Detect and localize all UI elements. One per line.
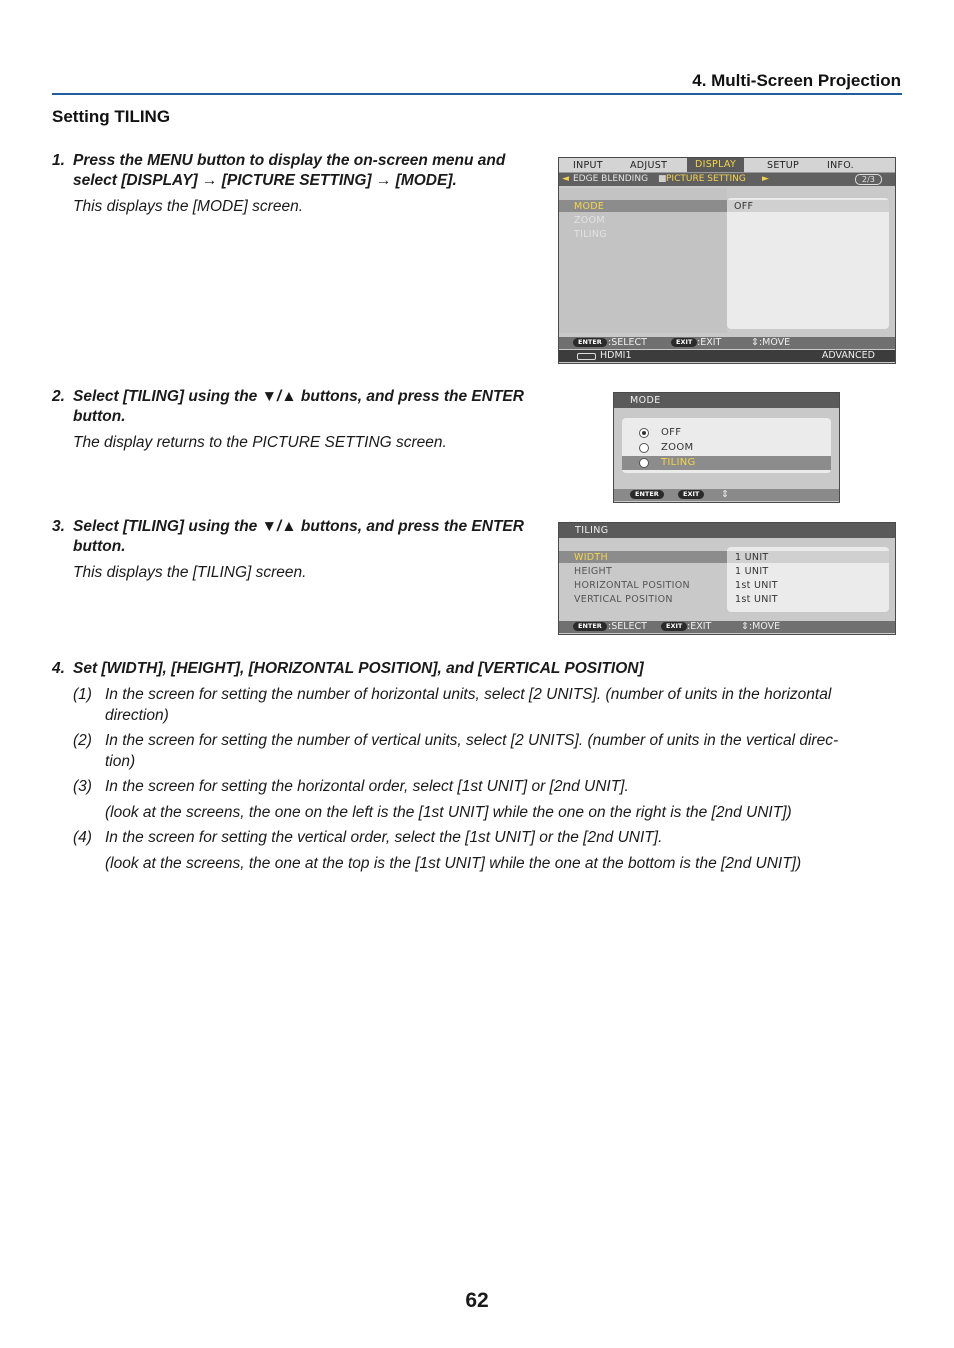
step-3 <box>52 517 542 583</box>
footer-exit: :EXIT <box>687 621 712 632</box>
triangle-left-icon[interactable]: ◄ <box>562 174 569 184</box>
substep-number: (4) <box>73 829 92 846</box>
exit-key-icon: EXIT <box>661 622 687 631</box>
menu-item-zoom[interactable]: ZOOM <box>574 215 605 226</box>
substep-4-note <box>52 853 902 874</box>
step-4 <box>52 659 902 679</box>
row-height-value: 1 UNIT <box>735 566 769 577</box>
osd-display-menu <box>558 157 896 364</box>
radio-zoom-icon[interactable] <box>639 443 649 453</box>
substep-number: (1) <box>73 686 92 703</box>
exit-key-icon: EXIT <box>671 338 697 347</box>
osd-status-bar <box>559 350 895 362</box>
row-vpos-label[interactable]: VERTICAL POSITION <box>574 594 673 605</box>
enter-key-icon: ENTER <box>573 338 607 347</box>
option-highlight <box>622 456 831 470</box>
step-text-line1: Press the MENU button to display the on-screen menu and <box>73 152 506 169</box>
substep-4 <box>52 827 902 848</box>
radio-off-icon[interactable] <box>639 428 649 438</box>
row-vpos-value: 1st UNIT <box>735 594 778 605</box>
substep-line: (look at the screens, the one on the left is the [1st UNIT] while the one on the right is the [2nd UNIT]) <box>105 804 792 821</box>
input-source: HDMI1 <box>600 350 632 361</box>
dialog-title: MODE <box>614 393 839 408</box>
footer-move: ⇕:MOVE <box>751 337 791 348</box>
substep-line: direction) <box>105 707 169 724</box>
substep-number: (3) <box>73 778 92 795</box>
option-off[interactable]: OFF <box>661 427 682 438</box>
step-text-line2: select [DISPLAY] → [PICTURE SETTING] → [MODE]. <box>73 172 457 189</box>
tab-info[interactable]: INFO. <box>827 160 854 171</box>
osd-mode-dialog <box>613 392 840 503</box>
menu-tab-bar <box>559 158 895 173</box>
step-2 <box>52 387 542 453</box>
hdmi-icon <box>577 353 596 360</box>
breadcrumb-current: PICTURE SETTING <box>666 174 746 184</box>
tab-display[interactable]: DISPLAY <box>687 158 744 172</box>
substep-3-note <box>52 802 902 823</box>
step-1 <box>52 151 542 217</box>
step-text-line1: Select [TILING] using the ▼/▲ buttons, and press the ENTER <box>73 388 524 405</box>
option-zoom[interactable]: ZOOM <box>661 442 694 453</box>
menu-item-tiling[interactable]: TILING <box>574 229 607 240</box>
substep-line: In the screen for setting the number of vertical units, select [2 UNITS]. (number of units in the vertical direc- <box>105 732 839 749</box>
substep-2 <box>52 730 902 772</box>
radio-tiling-icon[interactable] <box>639 458 649 468</box>
osd-tiling-screen <box>558 522 896 635</box>
step-text-line1: Select [TILING] using the ▼/▲ buttons, and press the ENTER <box>73 518 524 535</box>
header-divider <box>52 93 902 95</box>
substep-line: (look at the screens, the one at the top is the [1st UNIT] while the one at the bottom is the [2nd UNIT]) <box>105 855 802 872</box>
footer-move: ⇕:MOVE <box>741 621 781 632</box>
value-panel <box>727 198 889 329</box>
row-width-value: 1 UNIT <box>735 552 769 563</box>
row-hpos-label[interactable]: HORIZONTAL POSITION <box>574 580 690 591</box>
row-width-label[interactable]: WIDTH <box>574 552 608 563</box>
chapter-title: 4. Multi-Screen Projection <box>692 71 901 90</box>
substep-line: tion) <box>105 753 136 770</box>
step-number: 1. <box>52 152 65 169</box>
tab-input[interactable]: INPUT <box>573 160 603 171</box>
page-number: 62 <box>465 1289 489 1312</box>
triangle-right-icon[interactable]: ► <box>762 174 769 184</box>
footer-exit: :EXIT <box>697 337 722 348</box>
step-number: 2. <box>52 388 65 405</box>
footer-select: :SELECT <box>608 621 647 632</box>
step-result: This displays the [TILING] screen. <box>73 564 307 581</box>
breadcrumb-prev: EDGE BLENDING <box>573 174 649 184</box>
menu-item-mode[interactable]: MODE <box>574 201 605 212</box>
osd-footer-help <box>559 337 895 349</box>
substep-line: In the screen for setting the vertical order, select the [1st UNIT] or the [2nd UNIT]. <box>105 829 663 846</box>
tab-setup[interactable]: SETUP <box>767 160 800 171</box>
row-height-label[interactable]: HEIGHT <box>574 566 613 577</box>
option-tiling[interactable]: TILING <box>661 457 696 468</box>
step-number: 3. <box>52 518 65 535</box>
step-number: 4. <box>52 660 65 677</box>
step-text-line1: Set [WIDTH], [HEIGHT], [HORIZONTAL POSITION], and [VERTICAL POSITION] <box>73 660 644 677</box>
enter-key-icon: ENTER <box>630 490 664 499</box>
bullet-icon: ■ <box>658 174 667 184</box>
section-title: Setting TILING <box>52 107 171 126</box>
step-result: This displays the [MODE] screen. <box>73 198 303 215</box>
step-text-line2: button. <box>73 538 126 555</box>
dialog-footer <box>614 489 839 501</box>
mode-value: OFF <box>734 201 754 212</box>
step-result: The display returns to the PICTURE SETTING screen. <box>73 434 447 451</box>
enter-key-icon: ENTER <box>573 622 607 631</box>
breadcrumb <box>559 173 895 186</box>
substep-line: In the screen for setting the horizontal order, select [1st UNIT] or [2nd UNIT]. <box>105 778 629 795</box>
substep-number: (2) <box>73 732 92 749</box>
exit-key-icon: EXIT <box>678 490 704 499</box>
step-text-line2: button. <box>73 408 126 425</box>
substep-line: In the screen for setting the number of horizontal units, select [2 UNITS]. (number of units in the horizontal <box>105 686 832 703</box>
footer-select: :SELECT <box>608 337 647 348</box>
tab-adjust[interactable]: ADJUST <box>630 160 668 171</box>
row-hpos-value: 1st UNIT <box>735 580 778 591</box>
substep-1 <box>52 684 902 726</box>
menu-level: ADVANCED <box>821 350 875 361</box>
page-indicator: 2/3 <box>855 174 882 185</box>
move-arrows-icon: ⇕ <box>721 489 729 500</box>
tiling-title: TILING <box>559 523 895 538</box>
substep-3 <box>52 776 902 797</box>
osd-footer-help <box>559 621 895 633</box>
